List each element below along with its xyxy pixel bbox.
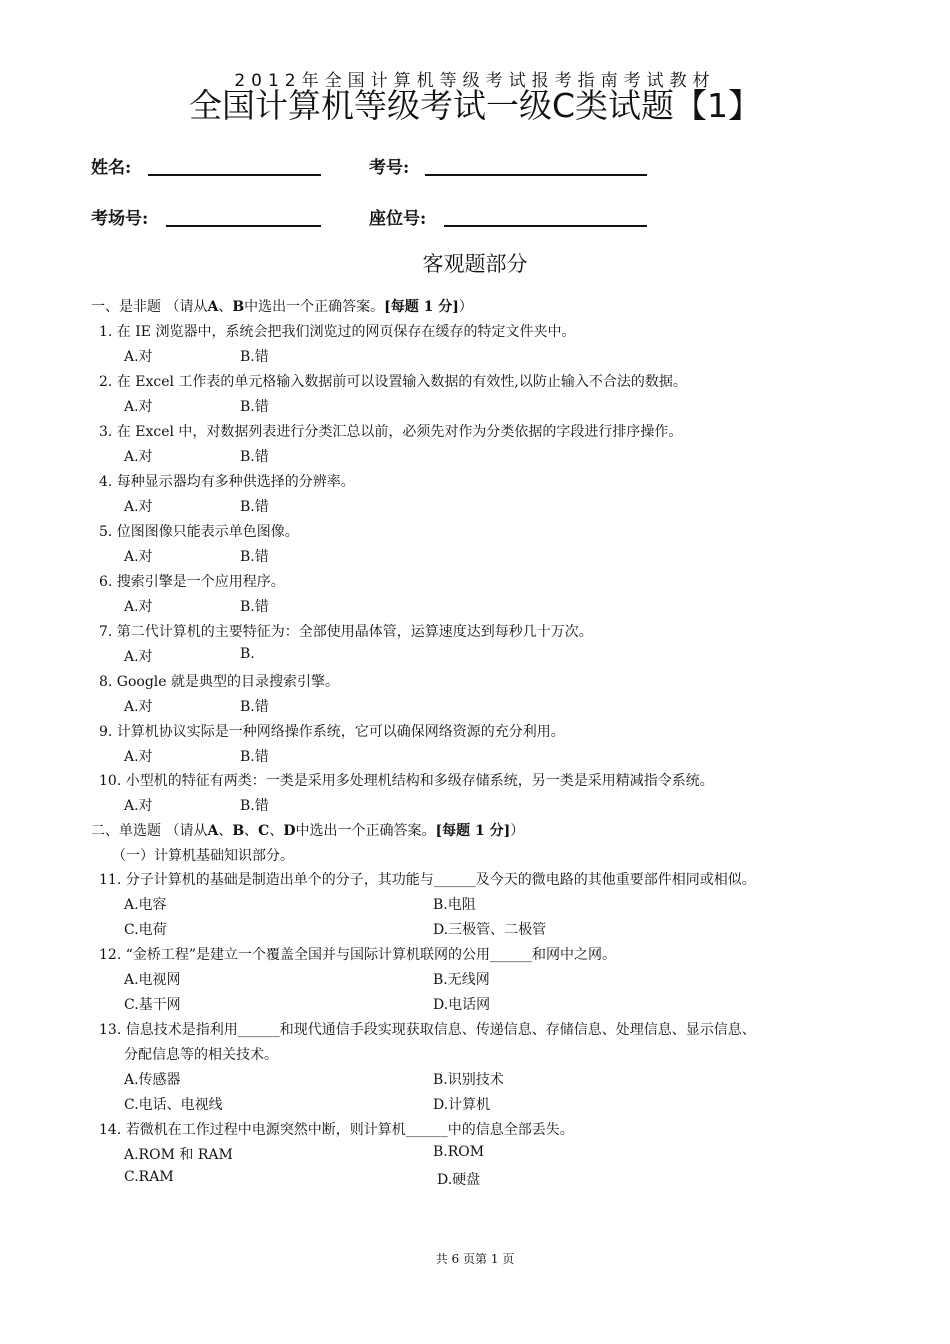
seat-number-label: 座位号: <box>369 209 427 229</box>
question-1: 1. 在 IE 浏览器中，系统会把我们浏览过的网页保存在缓存的特定文件夹中。 <box>99 324 576 340</box>
exam-number-field[interactable] <box>425 174 647 176</box>
q11-option-a[interactable]: A.电容 <box>124 897 167 913</box>
exam-guide-subtitle: 2012年全国计算机等级考试报考指南考试教材 <box>234 71 716 91</box>
q5-option-a[interactable]: A.对 <box>124 549 153 565</box>
q1-option-a[interactable]: A.对 <box>124 349 153 365</box>
objective-section-title: 客观题部分 <box>422 252 528 276</box>
q8-option-a[interactable]: A.对 <box>124 699 153 715</box>
q14-option-b[interactable]: B.ROM <box>433 1144 485 1160</box>
question-8: 8. Google 就是典型的目录搜索引擎。 <box>99 674 340 690</box>
q12-option-d[interactable]: D.电话网 <box>433 997 491 1013</box>
question-13-continued: 分配信息等的相关技术。 <box>124 1047 278 1063</box>
question-13: 13. 信息技术是指利用______和现代通信手段实现获取信息、传递信息、存储信息、处理信息、显示信息、 <box>99 1022 756 1038</box>
q13-option-c[interactable]: C.电话、电视线 <box>124 1097 223 1113</box>
q12-option-c[interactable]: C.基干网 <box>124 997 181 1013</box>
question-9: 9. 计算机协议实际是一种网络操作系统，它可以确保网络资源的充分利用。 <box>99 724 565 740</box>
question-2: 2. 在 Excel 工作表的单元格输入数据前可以设置输入数据的有效性,以防止输入不合法的数据。 <box>99 374 687 390</box>
question-14: 14. 若微机在工作过程中电源突然中断，则计算机______中的信息全部丢失。 <box>99 1122 574 1138</box>
exam-room-label: 考场号: <box>91 209 149 229</box>
q10-option-b[interactable]: B.错 <box>240 798 269 814</box>
page-number: 共 6 页第 1 页 <box>435 1252 515 1266</box>
q14-option-c[interactable]: C.RAM <box>124 1169 174 1185</box>
seat-number-field[interactable] <box>444 225 647 227</box>
exam-number-label: 考号: <box>369 158 410 178</box>
q2-option-b[interactable]: B.错 <box>240 399 269 415</box>
name-field[interactable] <box>148 174 321 176</box>
q6-option-b[interactable]: B.错 <box>240 599 269 615</box>
q2-option-a[interactable]: A.对 <box>124 399 153 415</box>
question-6: 6. 搜索引擎是一个应用程序。 <box>99 574 285 590</box>
q10-option-a[interactable]: A.对 <box>124 798 153 814</box>
exam-room-field[interactable] <box>166 225 321 227</box>
q13-option-d[interactable]: D.计算机 <box>433 1097 491 1113</box>
q1-option-b[interactable]: B.错 <box>240 349 269 365</box>
question-4: 4. 每种显示器均有多种供选择的分辨率。 <box>99 474 355 490</box>
question-11: 11. 分子计算机的基础是制造出单个的分子，其功能与______及今天的微电路的其他重要部件相同或相似。 <box>99 872 756 888</box>
q7-option-a[interactable]: A.对 <box>124 649 153 665</box>
q11-option-d[interactable]: D.三极管、二极管 <box>433 922 547 938</box>
part2-heading: 二、单选题 （请从A、B、C、D中选出一个正确答案。[每题 1 分]） <box>91 823 525 839</box>
q14-option-d[interactable]: D.硬盘 <box>437 1172 481 1188</box>
q13-option-a[interactable]: A.传感器 <box>124 1072 181 1088</box>
q14-option-a[interactable]: A.ROM 和 RAM <box>124 1147 233 1163</box>
q12-option-b[interactable]: B.无线网 <box>433 972 490 988</box>
q3-option-a[interactable]: A.对 <box>124 449 153 465</box>
part1-heading: 一、是非题 （请从A、B中选出一个正确答案。[每题 1 分]） <box>91 299 473 315</box>
q12-option-a[interactable]: A.电视网 <box>124 972 181 988</box>
q6-option-a[interactable]: A.对 <box>124 599 153 615</box>
exam-title: 全国计算机等级考试一级C类试题【1】 <box>188 86 762 125</box>
q13-option-b[interactable]: B.识别技术 <box>433 1072 504 1088</box>
q8-option-b[interactable]: B.错 <box>240 699 269 715</box>
name-label: 姓名: <box>91 158 132 178</box>
q11-option-b[interactable]: B.电阻 <box>433 897 476 913</box>
q9-option-a[interactable]: A.对 <box>124 749 153 765</box>
q3-option-b[interactable]: B.错 <box>240 449 269 465</box>
q4-option-a[interactable]: A.对 <box>124 499 153 515</box>
question-12: 12. “金桥工程”是建立一个覆盖全国并与国际计算机联网的公用______和网中之网。 <box>99 947 617 963</box>
q5-option-b[interactable]: B.错 <box>240 549 269 565</box>
question-3: 3. 在 Excel 中，对数据列表进行分类汇总以前，必须先对作为分类依据的字段进行排序操作。 <box>99 424 683 440</box>
subsection-basics: （一）计算机基础知识部分。 <box>112 848 294 864</box>
question-5: 5. 位图图像只能表示单色图像。 <box>99 524 299 540</box>
question-10: 10. 小型机的特征有两类：一类是采用多处理机结构和多级存储系统，另一类是采用精减指令系统。 <box>99 773 714 789</box>
question-7: 7. 第二代计算机的主要特征为：全部使用晶体管，运算速度达到每秒几十万次。 <box>99 624 593 640</box>
q9-option-b[interactable]: B.错 <box>240 749 269 765</box>
q7-option-b[interactable]: B. <box>240 646 255 662</box>
q11-option-c[interactable]: C.电荷 <box>124 922 167 938</box>
q4-option-b[interactable]: B.错 <box>240 499 269 515</box>
